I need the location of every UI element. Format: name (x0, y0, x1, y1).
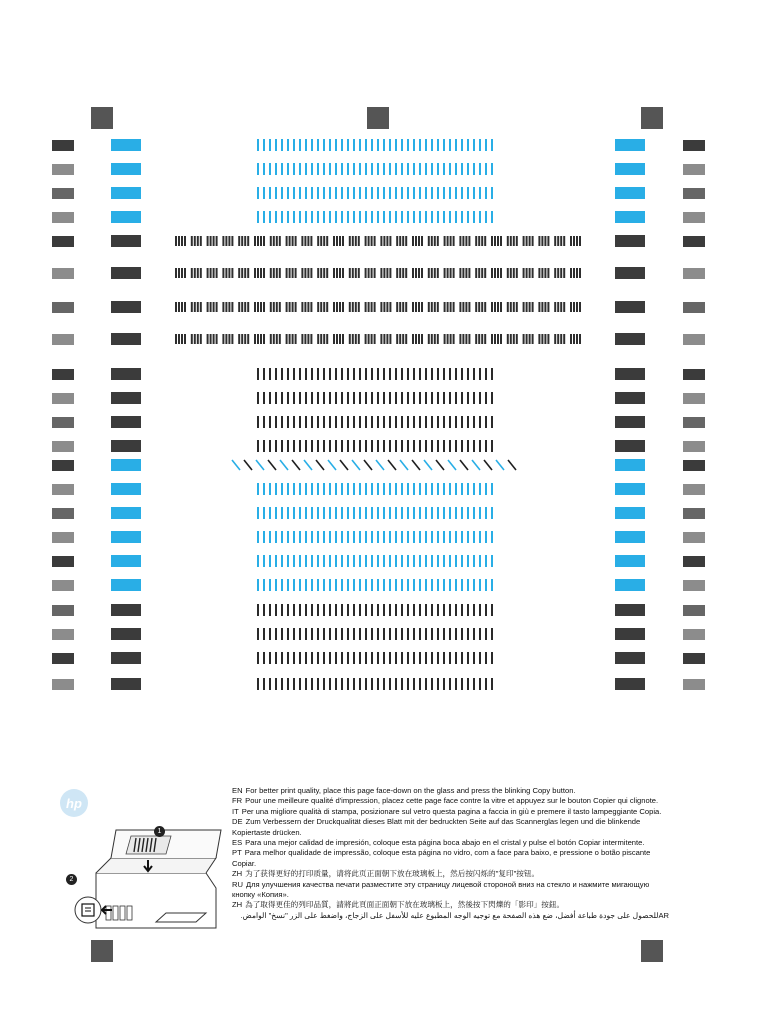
color-block-left (111, 187, 141, 199)
color-block-left (111, 267, 141, 279)
hp-logo-icon (60, 789, 88, 817)
diagonal-mark (268, 460, 276, 470)
color-block-left (111, 235, 141, 247)
instruction-text: For better print quality, place this page face-down on the glass and press the blinking Copy button. (245, 786, 576, 795)
instruction-de (232, 817, 672, 838)
edge-block-left (52, 417, 74, 428)
diagonal-mark (328, 460, 336, 470)
instruction-text: Zum Verbessern der Druckqualität dieses Blatt mit der bedruckten Seite auf das Scannerglas legen und die blinkende Kopiertaste drücken. (232, 817, 641, 837)
diagonal-mark (388, 460, 396, 470)
color-block-left (111, 416, 141, 428)
edge-block-left (52, 605, 74, 616)
diagonal-mark (436, 460, 444, 470)
color-block-left (111, 652, 141, 664)
edge-block-left (52, 629, 74, 640)
instruction-text: للحصول على جودة طباعة أفضل، ضع هذه الصفحة مع توجيه الوجه المطبوع عليه للأسفل على الزجاج، واضغط على الزر "نسخ" الوامض. (240, 910, 659, 920)
color-block-right (615, 368, 645, 380)
instruction-ru (232, 880, 672, 901)
color-block-left (111, 301, 141, 313)
hp-logo-text: hp (66, 795, 82, 811)
color-block-left (111, 579, 141, 591)
edge-block-right (683, 580, 705, 591)
color-block-left (111, 507, 141, 519)
color-block-right (615, 416, 645, 428)
instruction-zh-hant (232, 900, 672, 910)
color-block-right (615, 628, 645, 640)
edge-block-right (683, 212, 705, 223)
edge-block-left (52, 508, 74, 519)
color-block-right (615, 652, 645, 664)
edge-block-right (683, 484, 705, 495)
edge-block-left (52, 532, 74, 543)
step-2-label: 2 (69, 876, 74, 883)
color-block-right (615, 187, 645, 199)
color-block-right (615, 555, 645, 567)
color-block-left (111, 628, 141, 640)
instruction-es (232, 838, 672, 848)
lang-code: ZH (232, 869, 243, 879)
diagonal-mark (352, 460, 360, 470)
edge-block-right (683, 140, 705, 151)
color-block-left (111, 483, 141, 495)
color-block-right (615, 235, 645, 247)
color-block-right (615, 392, 645, 404)
color-block-right (615, 211, 645, 223)
instruction-it (232, 807, 672, 817)
edge-block-right (683, 653, 705, 664)
color-block-right (615, 267, 645, 279)
lang-code: PT (232, 848, 242, 858)
edge-block-left (52, 460, 74, 471)
color-block-right (615, 531, 645, 543)
color-block-left (111, 139, 141, 151)
edge-block-right (683, 441, 705, 452)
edge-block-right (683, 532, 705, 543)
fiducial-bottom-right (641, 940, 663, 962)
diagonal-mark (412, 460, 420, 470)
diagonal-mark (340, 460, 348, 470)
edge-block-left (52, 556, 74, 567)
step-1-label: 1 (157, 828, 162, 835)
instruction-text: 為了取得更佳的列印品質，請將此頁面正面朝下放在玻璃板上，然後按下閃爍的「影印」按鈕。 (245, 900, 565, 910)
instruction-fr (232, 796, 672, 806)
printer-drawing (56, 818, 226, 938)
diagonal-mark (244, 460, 252, 470)
color-block-right (615, 333, 645, 345)
color-block-left (111, 604, 141, 616)
edge-block-left (52, 653, 74, 664)
color-block-right (615, 139, 645, 151)
diagonal-mark (448, 460, 456, 470)
lang-code: DE (232, 817, 243, 827)
edge-block-left (52, 236, 74, 247)
color-block-left (111, 211, 141, 223)
color-block-right (615, 579, 645, 591)
diagonal-mark (316, 460, 324, 470)
fiducial-bottom-left (91, 940, 113, 962)
instruction-text: Per una migliore qualità di stampa, posizionare sul vetro questa pagina a faccia in giù e premere il tasto lampeggiante Copia. (241, 806, 662, 816)
lang-code: AR (658, 910, 669, 920)
diagonal-mark (364, 460, 372, 470)
instruction-en (232, 786, 672, 796)
edge-block-left (52, 441, 74, 452)
instruction-text: Для улучшения качества печати разместите эту страницу лицевой стороной вниз на стекло и нажмите мигающую кнопку «Копия». (232, 879, 650, 900)
edge-block-left (52, 188, 74, 199)
edge-block-right (683, 369, 705, 380)
color-block-left (111, 163, 141, 175)
edge-block-left (52, 140, 74, 151)
color-block-left (111, 459, 141, 471)
edge-block-right (683, 393, 705, 404)
edge-block-right (683, 556, 705, 567)
color-block-right (615, 507, 645, 519)
edge-block-left (52, 580, 74, 591)
lang-code: FR (232, 796, 243, 806)
edge-block-right (683, 679, 705, 690)
instruction-text: Pour une meilleure qualité d'impression, placez cette page face contre la vitre et appuyez sur le bouton Copier qui clignote. (245, 796, 659, 806)
color-block-right (615, 440, 645, 452)
edge-block-right (683, 334, 705, 345)
lang-code: ZH (232, 900, 243, 910)
edge-block-right (683, 268, 705, 279)
edge-block-right (683, 164, 705, 175)
edge-block-left (52, 369, 74, 380)
diagonal-mark (472, 460, 480, 470)
diagonal-mark (496, 460, 504, 470)
instruction-pt (232, 848, 672, 869)
edge-block-right (683, 629, 705, 640)
color-block-right (615, 163, 645, 175)
lang-code: EN (232, 786, 243, 795)
instruction-text: Para una mejor calidad de impresión, coloque esta página boca abajo en el cristal y pulse el botón Copiar intermitente. (245, 838, 645, 848)
lang-code: ES (232, 838, 243, 848)
fiducial-top-left (91, 107, 113, 129)
edge-block-right (683, 188, 705, 199)
diagonal-mark (304, 460, 312, 470)
color-block-left (111, 368, 141, 380)
edge-block-left (52, 212, 74, 223)
edge-block-left (52, 393, 74, 404)
diagonal-mark (460, 460, 468, 470)
diagonal-mark (376, 460, 384, 470)
diagonal-mark (508, 460, 516, 470)
color-block-right (615, 459, 645, 471)
color-block-left (111, 392, 141, 404)
color-block-right (615, 483, 645, 495)
edge-block-left (52, 484, 74, 495)
diagonal-mark (256, 460, 264, 470)
instruction-ar (232, 911, 672, 921)
edge-block-right (683, 302, 705, 313)
diagonal-mark (400, 460, 408, 470)
step-1-badge (154, 826, 165, 837)
fiducial-top-center (367, 107, 389, 129)
diagonal-mark (292, 460, 300, 470)
color-block-left (111, 333, 141, 345)
edge-block-left (52, 268, 74, 279)
color-block-left (111, 555, 141, 567)
instruction-text: Para melhor qualidade de impressão, coloque esta página no vidro, com a face para baixo, e pressione o botão piscante Copiar. (232, 848, 651, 868)
instruction-text: 为了获得更好的打印质量，请将此页正面朝下放在玻璃板上，然后按闪烁的"复印"按钮。 (245, 869, 540, 879)
color-block-left (111, 440, 141, 452)
edge-block-right (683, 460, 705, 471)
color-block-left (111, 678, 141, 690)
fiducial-top-right (641, 107, 663, 129)
lang-code: RU (232, 879, 243, 889)
edge-block-left (52, 679, 74, 690)
edge-block-right (683, 236, 705, 247)
edge-block-left (52, 164, 74, 175)
diagonal-mark (280, 460, 288, 470)
printer-illustration (56, 818, 226, 938)
color-block-left (111, 531, 141, 543)
instructions-block (232, 786, 672, 921)
edge-block-left (52, 334, 74, 345)
color-block-right (615, 301, 645, 313)
edge-block-left (52, 302, 74, 313)
color-block-right (615, 604, 645, 616)
lang-code: IT (232, 806, 239, 816)
diagonal-mark (232, 460, 240, 470)
diagonal-mark (484, 460, 492, 470)
instruction-zh-hans (232, 869, 672, 879)
edge-block-right (683, 417, 705, 428)
step-2-badge (66, 874, 77, 885)
diagonal-mark (424, 460, 432, 470)
color-block-right (615, 678, 645, 690)
edge-block-right (683, 605, 705, 616)
edge-block-right (683, 508, 705, 519)
